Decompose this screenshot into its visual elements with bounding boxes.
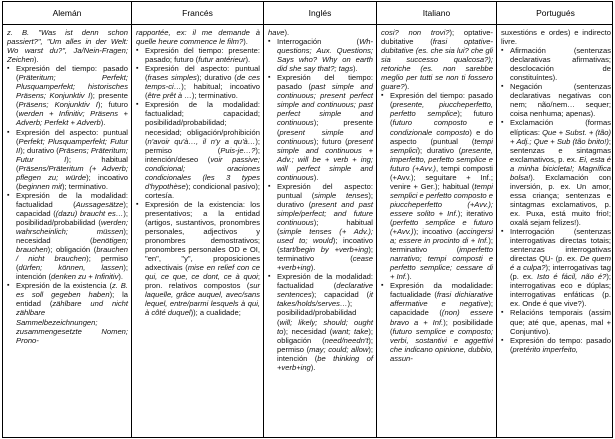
bullet-item: ▪ Relacións temporais (assim que; até que, apenas, mal + Conjuntivo).: [501, 308, 611, 335]
bullet-item: ▪ Expresión de la modalidad: factualidad (Aussagesätze); capacidad ((dazu) braucht es…); posibilidad/probabilidad (werden; wahrscheinlich; müssen); necesidad (benötigen; brauchen); obligación (brauchen / nicht brauchen); permiso (dürfen; können, lassen); intención (denken zu + Infinitiv).: [7, 191, 128, 281]
bullet-item: ▪ Expresión de la modalidad: factualidad; capacidad; posibilidad/probabilidad; necesidad; obligación/prohibición (n'avoir qu'à…, il n'y a qu'à…); permiso (Puis-je…?); intención/deseo (voir passive; condicional; oraciones condicionales (les 3 types d'hypothèse); condicional pasivo); cortesía.: [136, 100, 260, 200]
bullet-item: ▪ Expresión del tiempo: presente: pasado; futuro (futur antérieur).: [136, 46, 260, 64]
comparison-table: [2, 1, 613, 438]
bullet-item: ▪ Expresión del tiempo: pasado (presente, piuccheperfetto, perfetto semplice); futuro (futuro composto e condizionale composto) e do aspecto (puntual (tempi semplici); durativo (presente, imperfetto, perfetto semplice e futuro (+Avv.), tempi composti (+Avv.); seguitare + Inf.; venire + Ger.); habitual (tempi semplici e perfetto composto e piuccheperfetto (+Avv.); essere solito + Inf.); iterativo (perfetto semplice e futuro (+Avv.)); incoativo (accingersi a; essere in procinto di + Inf.); terminativo (imperfetto narrativo; tempi composti e perfetto semplice; cessare di + Inf.).: [381, 91, 493, 281]
bullet-item: ▪ Afirmación (sentenzas declarativas afirmativas; desclocación de constituíntes).: [501, 46, 611, 82]
column-aleman: [3, 25, 132, 437]
column-italiano: [377, 25, 497, 437]
header-frances: Francés: [132, 2, 264, 24]
continued-text: have).: [268, 28, 290, 37]
bullet-item: ▪ Expresión de la existencia (z. B. es soll gegeben haben); la entidad (zählbare und nicht zählbare Sammelbezeichnungen; zusammengesetzte Nomen; Prono-: [7, 281, 128, 344]
bullet-item: ▪ Expresión del tiempo: pasado (past simple and continuous; present perfect simple and continuous; past perfect simple and continuous); presente (present simple and continuous); futuro (present simple and continuous + Adv.; will be + verb + ing; will perfect simple and continuous).: [268, 73, 373, 182]
column-ingles: [264, 25, 377, 437]
column-frances: [132, 25, 264, 437]
continued-text: rapportée, ex: il me demande à quelle heure commence le film?).: [136, 28, 260, 47]
bullet-item: ▪ Interrogación (Wh- questions; Aux. Questions; Says who? Why on earth did she say that?; tags).: [268, 37, 373, 73]
table-body: [3, 25, 612, 437]
bullet-item: ▪ Negación (sentenzas declarativas negativas con nem; não/nem… sequer; coisa nenhuma; apenas).: [501, 82, 611, 118]
column-portugues: [497, 25, 613, 437]
bullet-item: ▪ Expresión da modalidade: factualidade (frasi dichiarative affermative e negative); capacidade ((non) essere bravo a + Inf.); posibilidade (futuro semplice e composto; verbi, sostantivi e aggettivi che indicano opinione, dubbio, assun-: [381, 281, 493, 362]
header-italiano: Italiano: [377, 2, 497, 24]
table-header-row: [3, 2, 612, 25]
bullet-item: ▪ Expresión do tempo: pasado (pretérito imperfeito,: [501, 336, 611, 354]
continued-text: suxestións e ordes) e indirecto livre.: [501, 28, 611, 47]
bullet-item: ▪ Exclamación (formas elípticas: Que + Subst. + (tão) + Adj.; Que + Sub (tão bnito!); sentenzas e sintagmas exclamativos, p. ex. Ei, esta é a minha bicicleta!; Magnífica bolsa!). Exclamación con inversión, p. ex. Un amor, essa criança; sentenzas e sintagmas exclamativos, p. ex. Puxa, está muito frio!; oxalá sejam felizes!).: [501, 118, 611, 227]
header-ingles: Inglés: [264, 2, 377, 24]
bullet-item: ▪ Expresión del aspecto: puntual (Perfekt; Plusquamperfekt; Futur II); durativo (Präsens; Präteritum; Futur I); habitual (Präsens/Präteritum (+ Adverb; pflegen zu; würde); incoativo (beginnen mit); terminativo.: [7, 128, 128, 191]
bullet-item: ▪ Expresión del aspecto: puntual (simple tenses); durativo (present and past simple/perfect; and future continuous); habitual (simple tenses (+ Adv.); used to; would); incoativo (start/begin by +verb+ing); terminativo (cease +verb+ing).: [268, 182, 373, 272]
continued-text: z. B. "Was ist denn schon passiert?", "Um alles in der Welt: Wo warst du?", Ja/Nein-Fragen; Zeichen).: [7, 28, 128, 65]
bullet-item: ▪ Expresión del aspecto: puntual (frases simples); durativo (de ces temps-ci…); habitual; incoativo (être prêt à …); terminativo.: [136, 64, 260, 100]
continued-text: cosi? non trovi?); optative-dubitative (frasi optative-dubitative (es. che sia lui? che gli sia successo qualcosa?); retoriche (es. non sarebbe meglio per tutti se non ti fossero guare?).: [381, 28, 494, 92]
bullet-item: ▪ Interrogación (sentenzas interrogativas directas totais; sentenzas interrogativas directas QU- (p. ex. De quem é a culpa?); interrogativas tag (p. ex. Isto é fácil, não é?); interrogativas eco e dúplas; interrogativas enfáticas (p. ex. Onde é que vive?).: [501, 227, 611, 308]
header-aleman: Alemán: [3, 2, 132, 24]
header-portugues: Portugués: [536, 8, 575, 18]
bullet-item: ▪ Expresión de la modalidad: factualidad (declarative sentences); capacidad (it takes/holds/serves…); posibilidad/probabilidad (will; likely; should; ought to); necesidad (want; take); obligación (need/needn't); permiso (may; could; allow); intención (be thinking of +verb+ing).: [268, 272, 373, 372]
bullet-item: ▪ Expresión de la existencia: los presentativos; a la entidad (artigos, sustantivos, pronombres personales, adjectivos y pronombres demostrativos; pronombres personales OD e OI, "en", "y", proposiciones adxectivais (mise en relief con ce qui, ce que, ce dont, ce à quoi; pron. relativos compostos (sur laquelle, grâce auquel, avec/sans lequel, entre/parmi lesquels à qui, à côté duquel)); a cualidade;: [136, 200, 260, 318]
bullet-item: ▪ Expresión del tiempo: pasado (Präteritum; Perfekt; Plusquamperfekt; historisches Präsens; Konjunktiv I); presente (Präsens; Konjunktiv I); futuro (werden + Infinitiv; Präsens + Adverb; Perfekt + Adverb).: [7, 64, 128, 127]
